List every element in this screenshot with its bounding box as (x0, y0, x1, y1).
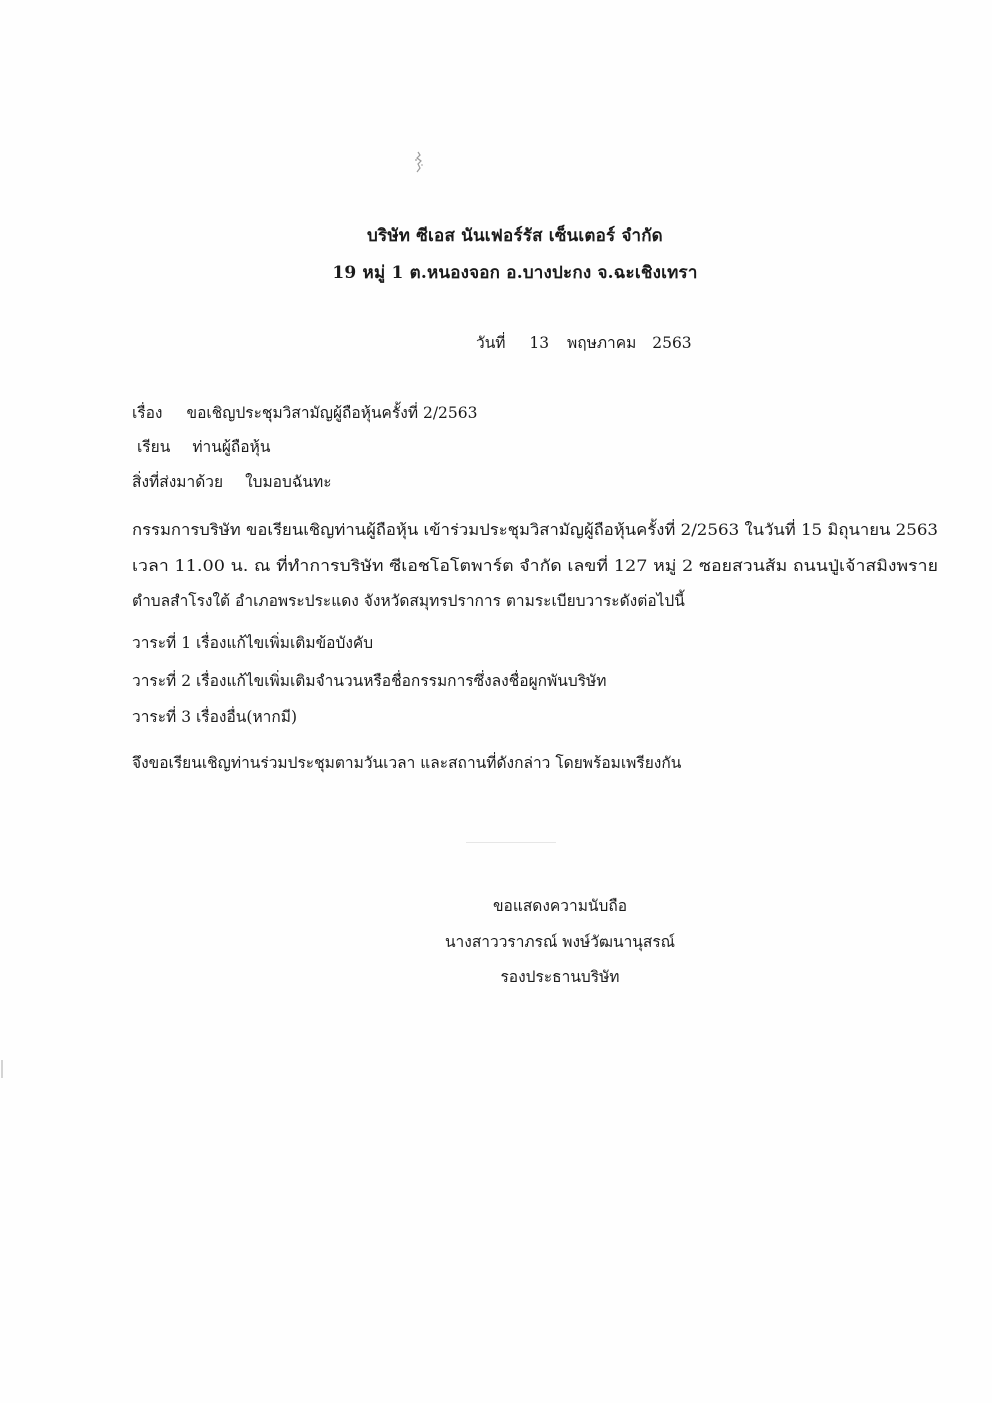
company-name: บริษัท ซีเอส นันเฟอร์รัส เซ็นเตอร์ จำกัด (367, 226, 663, 246)
subject-line (132, 400, 478, 425)
signature-name: นางสาววราภรณ์ พงษ์วัฒนานุสรณ์ (444, 933, 676, 951)
agenda-item: วาระที่ 2 เรื่องแก้ไขเพิ่มเติมจำนวนหรือชื่อกรรมการซึ่งลงชื่อผูกพันบริษัท (132, 672, 607, 690)
signature-title: รองประธานบริษัท (500, 968, 620, 986)
date-day: 13 (529, 334, 550, 352)
recipient-line (137, 434, 270, 459)
body-line-2: เวลา 11.00 น. ณ ที่ทำการบริษัท ซีเอชโอโตพาร์ต จำกัด เลขที่ 127 หมู่ 2 ซอยสวนส้ม ถนนปู่เจ้าสมิงพราย (132, 557, 938, 575)
agenda-item: วาระที่ 1 เรื่องแก้ไขเพิ่มเติมข้อบังคับ (132, 634, 374, 652)
recipient-label: เรียน (137, 438, 171, 456)
subject-label: เรื่อง (132, 404, 163, 422)
body-paragraph-line-3 (132, 588, 685, 613)
company-address: 19 หมู่ 1 ต.หนองจอก อ.บางปะกง จ.ฉะเชิงเทรา (332, 263, 698, 283)
scan-edge-mark (1, 1060, 3, 1078)
subject-text: ขอเชิญประชุมวิสามัญผู้ถือหุ้นครั้งที่ 2/2563 (186, 404, 478, 422)
date-month: พฤษภาคม (567, 334, 637, 352)
date-label: วันที่ (476, 334, 506, 352)
enclosure-label: สิ่งที่ส่งมาด้วย (132, 473, 224, 491)
body-paragraph-line-1 (132, 517, 938, 542)
body-line-1: กรรมการบริษัท ขอเรียนเชิญท่านผู้ถือหุ้น เข้าร่วมประชุมวิสามัญผู้ถือหุ้นครั้งที่ 2/2563 ในวันที่ 15 มิถุนายน 2563 (132, 521, 939, 539)
body-line-3: ตำบลสำโรงใต้ อำเภอพระประแดง จังหวัดสมุทรปราการ ตามระเบียบวาระดังต่อไปนี้ (132, 592, 685, 610)
agenda-item: วาระที่ 3 เรื่องอื่น(หากมี) (132, 708, 298, 726)
enclosure-text: ใบมอบฉันทะ (245, 473, 332, 491)
body-paragraph-line-2 (132, 553, 938, 578)
recipient-text: ท่านผู้ถือหุ้น (192, 438, 271, 456)
date-year: 2563 (652, 334, 692, 352)
letter-date (476, 330, 692, 355)
closing-statement: จึงขอเรียนเชิญท่านร่วมประชุมตามวันเวลา และสถานที่ดังกล่าว โดยพร้อมเพรียงกัน (132, 754, 682, 772)
enclosure-line (132, 469, 332, 494)
signature-salutation: ขอแสดงความนับถือ (492, 897, 628, 915)
scan-mark-icon (408, 150, 430, 176)
scan-speck (466, 842, 556, 843)
